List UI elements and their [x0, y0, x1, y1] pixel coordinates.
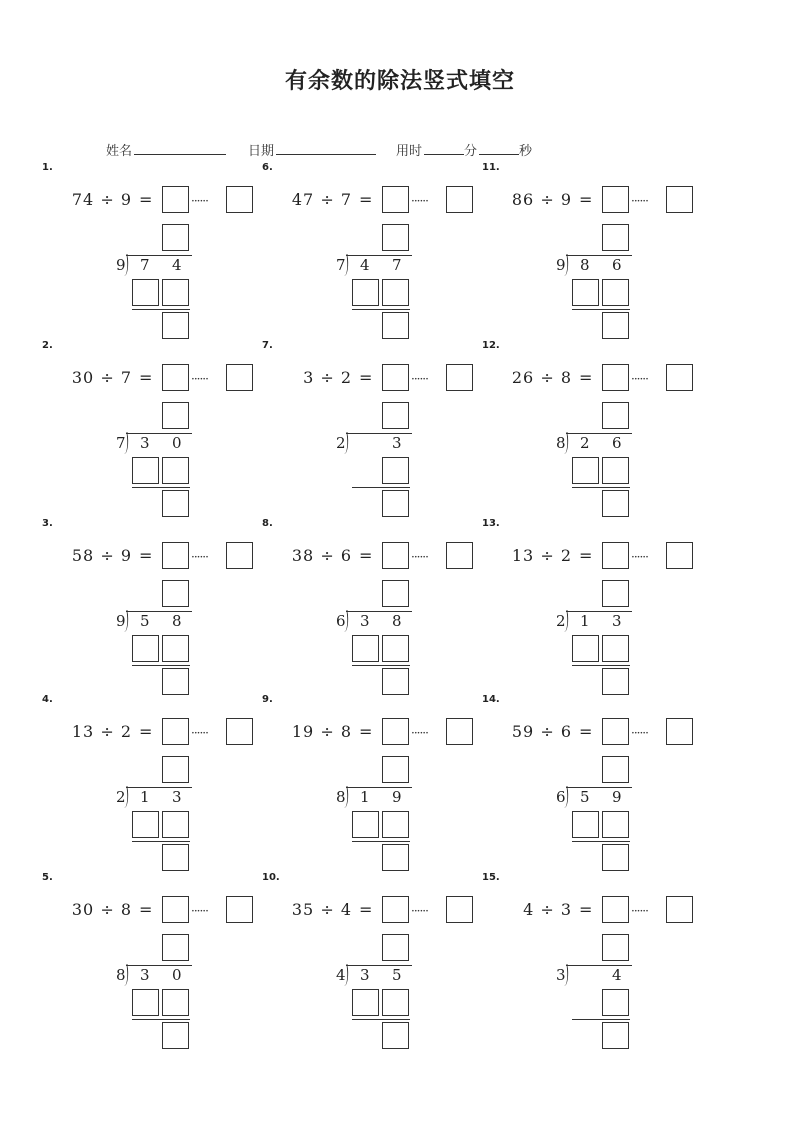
subtraction-line [352, 487, 410, 488]
quotient-answer-box[interactable] [162, 186, 189, 213]
equals-sign: = [579, 900, 593, 919]
division-bracket [116, 786, 130, 808]
product-ones-box[interactable] [162, 457, 189, 484]
dividend-ones-digit: 4 [172, 256, 182, 274]
remainder-dots: ······ [191, 726, 208, 740]
problem-card [482, 340, 712, 520]
divisor-digit: 8 [556, 434, 566, 452]
remainder-result-box[interactable] [602, 490, 629, 517]
quotient-answer-box[interactable] [382, 186, 409, 213]
dividend-ones-digit: 3 [612, 612, 622, 630]
dividend-ones-digit: 0 [172, 966, 182, 984]
product-tens-box[interactable] [132, 811, 159, 838]
equals-sign: = [579, 368, 593, 387]
remainder-answer-box[interactable] [446, 896, 473, 923]
dividend-tens-digit: 3 [140, 966, 150, 984]
dividend-ones-digit: 6 [612, 256, 622, 274]
problem-card [262, 162, 492, 342]
problem-number: 1. [42, 162, 53, 173]
subtraction-line [352, 1019, 410, 1020]
equation-text: 86 ÷ 9 [511, 190, 572, 209]
problem-card [42, 694, 272, 874]
remainder-result-box[interactable] [162, 312, 189, 339]
vertical-quotient-box[interactable] [382, 224, 409, 251]
product-tens-box[interactable] [352, 635, 379, 662]
problem-number: 14. [482, 694, 500, 705]
remainder-result-box[interactable] [382, 490, 409, 517]
divisor-digit: 3 [556, 966, 566, 984]
remainder-answer-box[interactable] [226, 364, 253, 391]
division-bracket [116, 610, 130, 632]
quotient-answer-box[interactable] [602, 364, 629, 391]
remainder-answer-box[interactable] [226, 186, 253, 213]
product-ones-box[interactable] [602, 279, 629, 306]
remainder-result-box[interactable] [382, 844, 409, 871]
product-ones-box[interactable] [382, 279, 409, 306]
division-bar [566, 433, 632, 434]
division-bracket [116, 964, 130, 986]
division-bar [566, 255, 632, 256]
equation-text: 4 ÷ 3 [523, 900, 572, 919]
dividend-tens-digit: 8 [580, 256, 590, 274]
quotient-answer-box[interactable] [162, 718, 189, 745]
problem-number: 9. [262, 694, 273, 705]
division-bracket [556, 786, 570, 808]
remainder-result-box[interactable] [602, 844, 629, 871]
product-ones-box[interactable] [382, 457, 409, 484]
problem-card [482, 872, 712, 1052]
dividend-tens-digit: 3 [360, 966, 370, 984]
dividend-tens-digit: 3 [360, 612, 370, 630]
division-bar [126, 965, 192, 966]
equation-text: 47 ÷ 7 [291, 190, 352, 209]
problem-number: 12. [482, 340, 500, 351]
division-bracket [556, 254, 570, 276]
product-tens-box[interactable] [352, 811, 379, 838]
problem-number: 7. [262, 340, 273, 351]
divisor-digit: 6 [556, 788, 566, 806]
quotient-answer-box[interactable] [162, 364, 189, 391]
remainder-answer-box[interactable] [226, 718, 253, 745]
division-bar [346, 611, 412, 612]
problem-number: 2. [42, 340, 53, 351]
product-tens-box[interactable] [572, 811, 599, 838]
divisor-digit: 2 [556, 612, 566, 630]
name-label: 姓名 [106, 144, 133, 159]
date-field[interactable] [248, 140, 376, 159]
date-label: 日期 [248, 144, 275, 159]
minute-label: 分 [464, 144, 478, 159]
divisor-digit: 8 [336, 788, 346, 806]
product-ones-box[interactable] [382, 989, 409, 1016]
equation-text: 13 ÷ 2 [71, 722, 132, 741]
dividend-tens-digit: 5 [580, 788, 590, 806]
quotient-answer-box[interactable] [162, 896, 189, 923]
remainder-dots: ······ [631, 194, 648, 208]
divisor-digit: 2 [336, 434, 346, 452]
remainder-dots: ······ [631, 372, 648, 386]
quotient-answer-box[interactable] [382, 896, 409, 923]
remainder-answer-box[interactable] [226, 896, 253, 923]
division-bracket [336, 432, 350, 454]
product-tens-box[interactable] [132, 635, 159, 662]
remainder-answer-box[interactable] [226, 542, 253, 569]
equals-sign: = [579, 190, 593, 209]
quotient-answer-box[interactable] [602, 186, 629, 213]
division-bracket [116, 432, 130, 454]
vertical-quotient-box[interactable] [382, 402, 409, 429]
remainder-dots: ······ [411, 372, 428, 386]
problem-number: 8. [262, 518, 273, 529]
remainder-result-box[interactable] [162, 668, 189, 695]
dividend-ones-digit: 9 [392, 788, 402, 806]
remainder-dots: ······ [631, 726, 648, 740]
quotient-answer-box[interactable] [162, 542, 189, 569]
equation-text: 30 ÷ 8 [71, 900, 132, 919]
quotient-answer-box[interactable] [602, 896, 629, 923]
equation-text: 3 ÷ 2 [303, 368, 352, 387]
remainder-dots: ······ [631, 550, 648, 564]
equation-text: 59 ÷ 6 [511, 722, 572, 741]
equation-text: 58 ÷ 9 [71, 546, 132, 565]
product-ones-box[interactable] [162, 635, 189, 662]
subtraction-line [352, 309, 410, 310]
dividend-ones-digit: 0 [172, 434, 182, 452]
equation-text: 30 ÷ 7 [71, 368, 132, 387]
problem-card [262, 518, 492, 698]
remainder-dots: ······ [191, 904, 208, 918]
problem-card [482, 694, 712, 874]
problem-number: 15. [482, 872, 500, 883]
problem-card [42, 162, 272, 342]
divisor-digit: 7 [116, 434, 126, 452]
quotient-answer-box[interactable] [382, 364, 409, 391]
problem-card [42, 518, 272, 698]
equals-sign: = [139, 546, 153, 565]
division-bar [566, 611, 632, 612]
problem-card [262, 694, 492, 874]
equals-sign: = [359, 900, 373, 919]
vertical-quotient-box[interactable] [382, 756, 409, 783]
division-bar [566, 787, 632, 788]
equation-text: 38 ÷ 6 [291, 546, 352, 565]
page-title: 有余数的除法竖式填空 [284, 69, 515, 94]
quotient-answer-box[interactable] [602, 542, 629, 569]
remainder-dots: ······ [411, 726, 428, 740]
subtraction-line [132, 841, 190, 842]
product-ones-box[interactable] [602, 989, 629, 1016]
division-bracket [556, 610, 570, 632]
divisor-digit: 2 [116, 788, 126, 806]
subtraction-line [572, 665, 630, 666]
dividend-ones-digit: 9 [612, 788, 622, 806]
dividend-ones-digit: 8 [172, 612, 182, 630]
equals-sign: = [139, 368, 153, 387]
product-ones-box[interactable] [382, 811, 409, 838]
subtraction-line [572, 1019, 630, 1020]
division-bracket [336, 964, 350, 986]
dividend-tens-digit: 4 [360, 256, 370, 274]
vertical-quotient-box[interactable] [602, 756, 629, 783]
equals-sign: = [359, 190, 373, 209]
division-bar [126, 433, 192, 434]
dividend-tens-digit: 1 [360, 788, 370, 806]
dividend-tens-digit: 1 [580, 612, 590, 630]
vertical-quotient-box[interactable] [162, 934, 189, 961]
equals-sign: = [139, 190, 153, 209]
product-tens-box[interactable] [352, 989, 379, 1016]
equation-text: 13 ÷ 2 [511, 546, 572, 565]
problem-card [482, 518, 712, 698]
dividend-ones-digit: 8 [392, 612, 402, 630]
vertical-quotient-box[interactable] [162, 756, 189, 783]
division-bracket [336, 786, 350, 808]
remainder-result-box[interactable] [382, 1022, 409, 1049]
remainder-result-box[interactable] [382, 668, 409, 695]
remainder-dots: ······ [631, 904, 648, 918]
divisor-digit: 9 [116, 256, 126, 274]
problem-card [262, 340, 492, 520]
vertical-quotient-box[interactable] [162, 224, 189, 251]
division-bar [126, 787, 192, 788]
problem-number: 13. [482, 518, 500, 529]
division-bracket [336, 254, 350, 276]
divisor-digit: 7 [336, 256, 346, 274]
remainder-dots: ······ [411, 904, 428, 918]
division-bar [126, 255, 192, 256]
vertical-quotient-box[interactable] [162, 402, 189, 429]
remainder-answer-box[interactable] [446, 186, 473, 213]
division-bar [346, 787, 412, 788]
product-tens-box[interactable] [352, 279, 379, 306]
equals-sign: = [139, 900, 153, 919]
remainder-dots: ······ [411, 194, 428, 208]
vertical-quotient-box[interactable] [602, 224, 629, 251]
remainder-answer-box[interactable] [446, 542, 473, 569]
vertical-quotient-box[interactable] [382, 934, 409, 961]
subtraction-line [572, 487, 630, 488]
product-tens-box[interactable] [572, 279, 599, 306]
equals-sign: = [139, 722, 153, 741]
problem-card [482, 162, 712, 342]
equals-sign: = [359, 722, 373, 741]
problem-card [42, 340, 272, 520]
division-bracket [336, 610, 350, 632]
dividend-ones-digit: 3 [172, 788, 182, 806]
remainder-dots: ······ [191, 194, 208, 208]
division-bar [566, 965, 632, 966]
problem-number: 10. [262, 872, 280, 883]
divisor-digit: 9 [116, 612, 126, 630]
subtraction-line [352, 841, 410, 842]
divisor-digit: 4 [336, 966, 346, 984]
subtraction-line [132, 487, 190, 488]
dividend-ones-digit: 6 [612, 434, 622, 452]
product-tens-box[interactable] [572, 635, 599, 662]
remainder-dots: ······ [191, 550, 208, 564]
quotient-answer-box[interactable] [382, 542, 409, 569]
remainder-result-box[interactable] [602, 668, 629, 695]
remainder-answer-box[interactable] [666, 186, 693, 213]
remainder-answer-box[interactable] [446, 364, 473, 391]
equals-sign: = [579, 546, 593, 565]
division-bar [126, 611, 192, 612]
quotient-answer-box[interactable] [382, 718, 409, 745]
dividend-tens-digit: 5 [140, 612, 150, 630]
remainder-result-box[interactable] [162, 490, 189, 517]
equals-sign: = [359, 368, 373, 387]
product-tens-box[interactable] [132, 989, 159, 1016]
time-field[interactable] [396, 140, 532, 159]
divisor-digit: 8 [116, 966, 126, 984]
problem-number: 4. [42, 694, 53, 705]
product-ones-box[interactable] [602, 635, 629, 662]
time-label: 用时 [396, 144, 423, 159]
product-ones-box[interactable] [602, 457, 629, 484]
product-ones-box[interactable] [162, 989, 189, 1016]
vertical-quotient-box[interactable] [602, 580, 629, 607]
dividend-tens-digit: 2 [580, 434, 590, 452]
divisor-digit: 9 [556, 256, 566, 274]
name-field[interactable] [106, 140, 226, 159]
equation-text: 74 ÷ 9 [71, 190, 132, 209]
equation-text: 35 ÷ 4 [291, 900, 352, 919]
dividend-tens-digit: 3 [140, 434, 150, 452]
problem-number: 5. [42, 872, 53, 883]
equals-sign: = [359, 546, 373, 565]
equals-sign: = [579, 722, 593, 741]
vertical-quotient-box[interactable] [602, 934, 629, 961]
dividend-ones-digit: 7 [392, 256, 402, 274]
dividend-ones-digit: 3 [392, 434, 402, 452]
remainder-result-box[interactable] [162, 1022, 189, 1049]
equation-text: 26 ÷ 8 [511, 368, 572, 387]
division-bar [346, 433, 412, 434]
remainder-result-box[interactable] [162, 844, 189, 871]
dividend-tens-digit: 1 [140, 788, 150, 806]
subtraction-line [352, 665, 410, 666]
dividend-tens-digit: 7 [140, 256, 150, 274]
product-ones-box[interactable] [382, 635, 409, 662]
remainder-result-box[interactable] [602, 312, 629, 339]
product-ones-box[interactable] [162, 279, 189, 306]
remainder-answer-box[interactable] [666, 896, 693, 923]
divisor-digit: 6 [336, 612, 346, 630]
vertical-quotient-box[interactable] [602, 402, 629, 429]
remainder-answer-box[interactable] [446, 718, 473, 745]
dividend-ones-digit: 4 [612, 966, 622, 984]
quotient-answer-box[interactable] [602, 718, 629, 745]
subtraction-line [132, 309, 190, 310]
remainder-answer-box[interactable] [666, 542, 693, 569]
product-ones-box[interactable] [162, 811, 189, 838]
problem-number: 6. [262, 162, 273, 173]
division-bracket [116, 254, 130, 276]
vertical-quotient-box[interactable] [162, 580, 189, 607]
problem-card [262, 872, 492, 1052]
product-ones-box[interactable] [602, 811, 629, 838]
problem-number: 11. [482, 162, 500, 173]
dividend-ones-digit: 5 [392, 966, 402, 984]
second-label: 秒 [519, 144, 533, 159]
remainder-answer-box[interactable] [666, 364, 693, 391]
vertical-quotient-box[interactable] [382, 580, 409, 607]
product-tens-box[interactable] [132, 457, 159, 484]
division-bracket [556, 964, 570, 986]
equation-text: 19 ÷ 8 [291, 722, 352, 741]
remainder-result-box[interactable] [382, 312, 409, 339]
product-tens-box[interactable] [572, 457, 599, 484]
division-bar [346, 965, 412, 966]
problem-card [42, 872, 272, 1052]
remainder-dots: ······ [191, 372, 208, 386]
division-bracket [556, 432, 570, 454]
product-tens-box[interactable] [132, 279, 159, 306]
subtraction-line [132, 1019, 190, 1020]
division-bar [346, 255, 412, 256]
subtraction-line [132, 665, 190, 666]
problem-number: 3. [42, 518, 53, 529]
remainder-dots: ······ [411, 550, 428, 564]
subtraction-line [572, 309, 630, 310]
remainder-answer-box[interactable] [666, 718, 693, 745]
remainder-result-box[interactable] [602, 1022, 629, 1049]
subtraction-line [572, 841, 630, 842]
